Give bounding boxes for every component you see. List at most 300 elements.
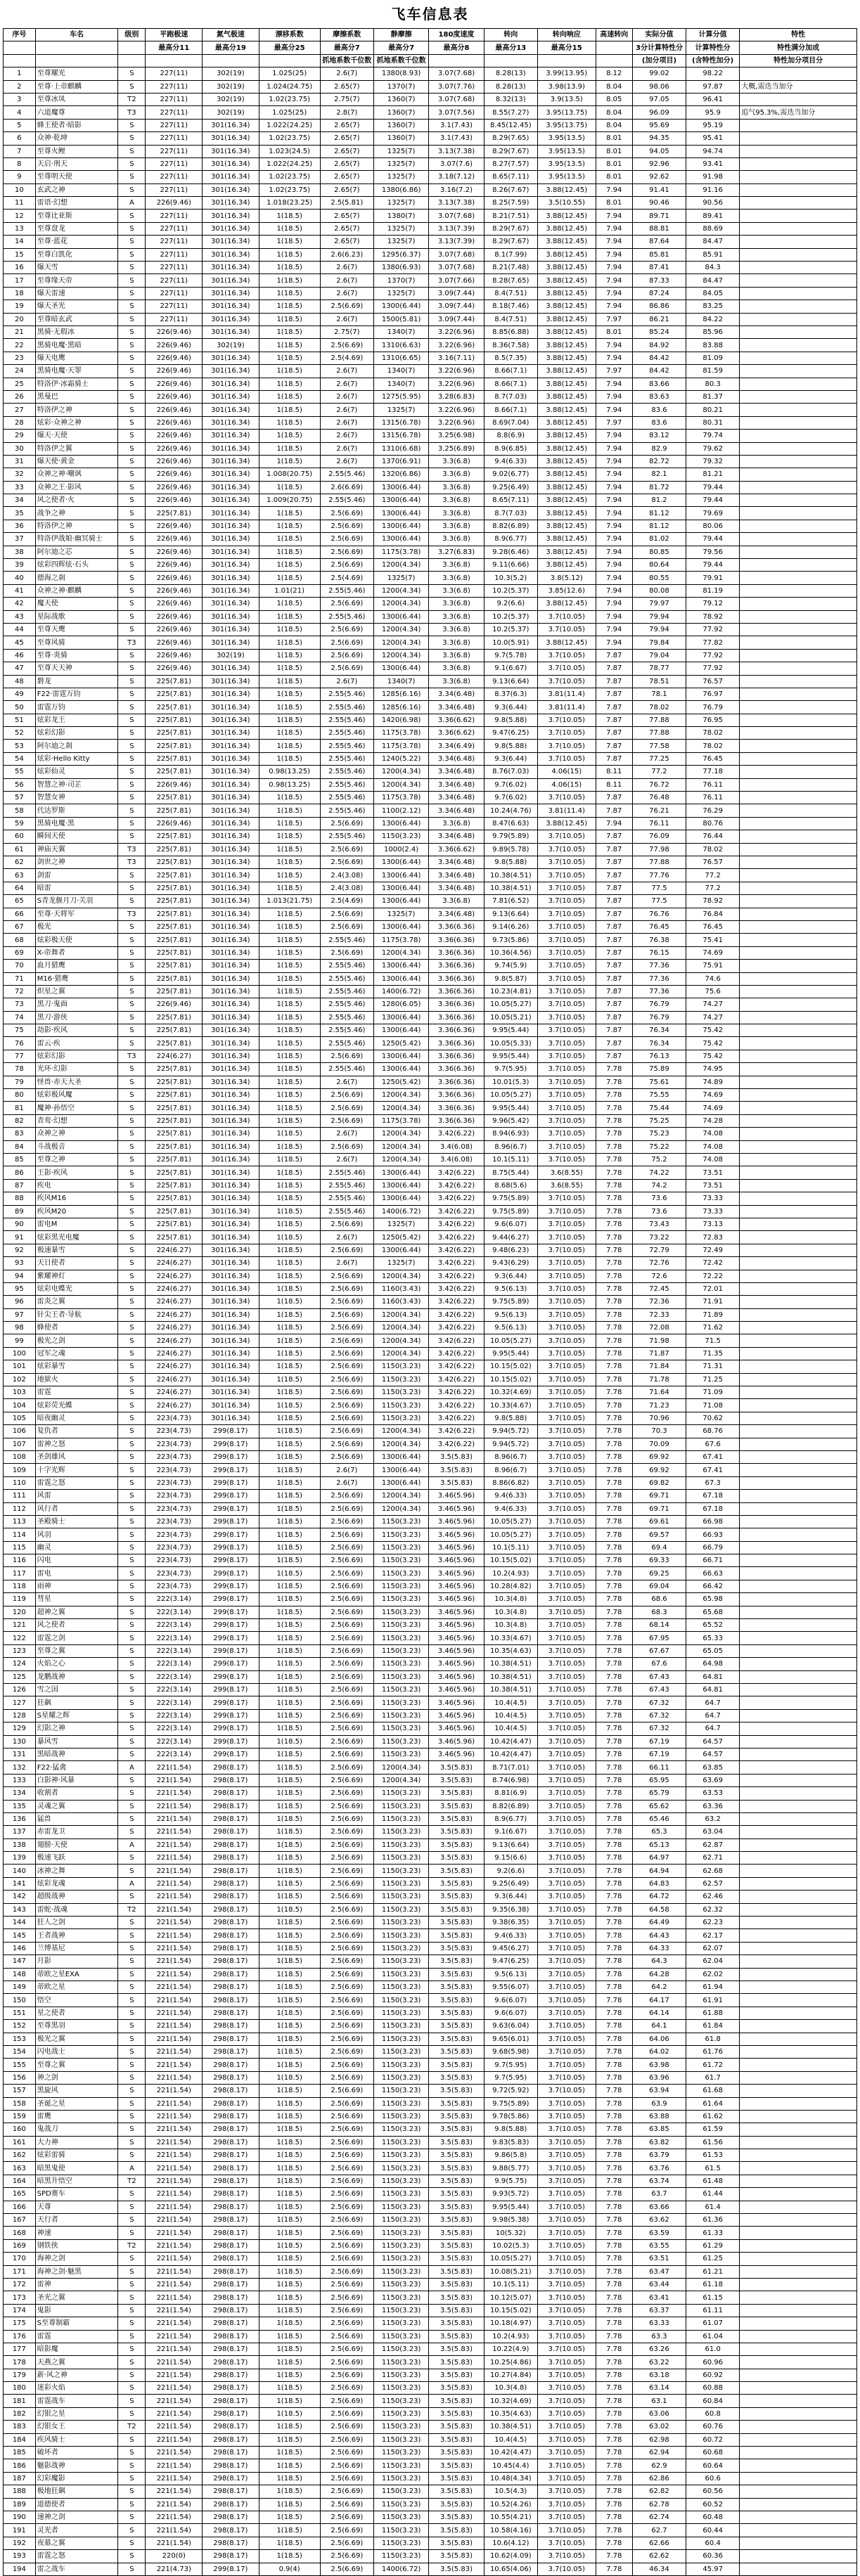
car-name-cell: 神庙天翼 bbox=[35, 843, 118, 856]
table-cell: 3.88(12.45) bbox=[537, 546, 596, 558]
table-cell: 2.5(6.69) bbox=[320, 2265, 373, 2278]
table-cell: 166 bbox=[4, 2201, 36, 2213]
table-cell: 8.85(6.88) bbox=[484, 326, 537, 338]
table-cell: 189 bbox=[4, 2498, 36, 2511]
table-cell: 1(18.5) bbox=[259, 610, 320, 623]
table-cell: 3.36(6.62) bbox=[429, 727, 484, 740]
column-header: 抓地系数千位数 bbox=[373, 54, 428, 67]
table-cell: 3.5(5.83) bbox=[429, 1464, 484, 1476]
table-cell: 1(18.5) bbox=[259, 908, 320, 920]
table-cell: 3.81(11.4) bbox=[537, 804, 596, 817]
table-cell: 1150(3.23) bbox=[373, 2485, 428, 2498]
table-cell: 75.25 bbox=[632, 1114, 686, 1127]
table-cell: 3.3(6.8) bbox=[429, 455, 484, 468]
table-cell: 2.5(6.69) bbox=[320, 1981, 373, 1993]
car-name-cell: 彗星 bbox=[35, 1593, 118, 1606]
table-cell: 1000(2.4) bbox=[373, 843, 428, 856]
feature-cell bbox=[740, 248, 857, 261]
table-cell: 90.46 bbox=[632, 197, 686, 210]
table-cell: 1150(3.23) bbox=[373, 1360, 428, 1373]
table-row bbox=[4, 132, 857, 145]
table-cell: 3.7(10.05) bbox=[537, 1891, 596, 1903]
table-cell: S bbox=[118, 1515, 146, 1528]
table-cell: 1150(3.23) bbox=[373, 2136, 428, 2149]
table-row bbox=[4, 1205, 857, 1218]
table-cell: S bbox=[118, 2278, 146, 2291]
table-cell: 301(16.34) bbox=[203, 1386, 259, 1399]
table-cell: 221(1.54) bbox=[146, 1981, 203, 1993]
table-cell: 3.88(12.45) bbox=[537, 262, 596, 274]
table-cell: 10.24(4.76) bbox=[484, 804, 537, 817]
table-cell: S bbox=[118, 1218, 146, 1230]
table-cell: 0.9(4) bbox=[259, 2563, 320, 2575]
table-cell: 1(18.5) bbox=[259, 1877, 320, 1890]
car-name-cell: 雷蛇·战魂 bbox=[35, 1903, 118, 1916]
table-cell: 146 bbox=[4, 1942, 36, 1954]
table-cell: 3.88(12.45) bbox=[537, 313, 596, 326]
table-row bbox=[4, 1877, 857, 1890]
table-cell: 2.5(6.69) bbox=[320, 1102, 373, 1114]
table-cell: 19 bbox=[4, 300, 36, 313]
table-cell: 3.5(5.83) bbox=[429, 1787, 484, 1800]
table-cell: S bbox=[118, 1412, 146, 1424]
table-cell: 2.5(6.69) bbox=[320, 507, 373, 520]
table-cell: 2.55(5.46) bbox=[320, 792, 373, 804]
table-cell: 221(1.54) bbox=[146, 2395, 203, 2407]
table-cell: 75.23 bbox=[632, 1128, 686, 1140]
table-cell: 221(1.54) bbox=[146, 1852, 203, 1865]
table-cell: S bbox=[118, 2433, 146, 2446]
table-cell: 299(8.17) bbox=[203, 2563, 259, 2575]
table-cell: 222(3.14) bbox=[146, 1709, 203, 1722]
table-cell: 1200(4.34) bbox=[373, 584, 428, 597]
table-cell: 7.78 bbox=[596, 1192, 632, 1205]
table-cell: 7.78 bbox=[596, 1476, 632, 1489]
table-cell: 67.3 bbox=[686, 1476, 740, 1489]
table-cell: 2.5(6.69) bbox=[320, 2227, 373, 2239]
table-row bbox=[4, 2059, 857, 2071]
table-cell: 8.82(6.89) bbox=[484, 520, 537, 532]
table-cell: 298(8.17) bbox=[203, 2162, 259, 2175]
table-cell: 299(8.17) bbox=[203, 1632, 259, 1644]
table-cell: 63.69 bbox=[686, 1774, 740, 1786]
table-cell: 7.78 bbox=[596, 1968, 632, 1981]
table-cell: 225(7.81) bbox=[146, 856, 203, 869]
table-cell: 301(16.34) bbox=[203, 274, 259, 287]
table-cell: 301(16.34) bbox=[203, 430, 259, 442]
table-row bbox=[4, 2188, 857, 2201]
table-cell: 67.43 bbox=[632, 1684, 686, 1696]
table-cell: 158 bbox=[4, 2097, 36, 2110]
table-cell: S bbox=[118, 1373, 146, 1386]
table-cell: 1(18.5) bbox=[259, 1011, 320, 1024]
table-cell: 7.78 bbox=[596, 1684, 632, 1696]
table-cell: 221(1.54) bbox=[146, 2511, 203, 2524]
table-cell: 3.7(10.05) bbox=[537, 1826, 596, 1838]
table-cell: 301(16.34) bbox=[203, 1153, 259, 1166]
car-name-cell: 至尊·天将军 bbox=[35, 908, 118, 920]
table-cell: 30 bbox=[4, 442, 36, 455]
table-cell: 1(18.5) bbox=[259, 2291, 320, 2304]
table-cell: 3.5(5.83) bbox=[429, 1838, 484, 1851]
table-cell: 301(16.34) bbox=[203, 287, 259, 300]
table-cell: 188 bbox=[4, 2485, 36, 2498]
column-header bbox=[429, 54, 484, 67]
table-cell: 64.83 bbox=[632, 1877, 686, 1890]
table-cell: 301(16.34) bbox=[203, 1128, 259, 1140]
table-cell: 84.42 bbox=[632, 365, 686, 378]
table-row bbox=[4, 106, 857, 119]
table-cell: 9.4(6.33) bbox=[484, 1502, 537, 1515]
table-cell: 1(18.5) bbox=[259, 1347, 320, 1360]
table-cell: 92.96 bbox=[632, 157, 686, 170]
table-cell: S bbox=[118, 2123, 146, 2136]
table-cell: 22 bbox=[4, 339, 36, 352]
table-cell: 3.3(6.8) bbox=[429, 598, 484, 610]
table-cell: 79.12 bbox=[686, 598, 740, 610]
table-cell: 79.44 bbox=[686, 559, 740, 572]
table-cell: 10.38(4.51) bbox=[484, 1658, 537, 1670]
table-cell: 84.42 bbox=[632, 352, 686, 364]
table-cell: 72.42 bbox=[686, 1257, 740, 1270]
table-row bbox=[4, 1528, 857, 1541]
table-cell: 7.78 bbox=[596, 1838, 632, 1851]
table-cell: 1360(7) bbox=[373, 93, 428, 105]
table-cell: 225(7.81) bbox=[146, 701, 203, 714]
table-cell: 220(0) bbox=[146, 2550, 203, 2563]
table-cell: 102 bbox=[4, 1373, 36, 1386]
table-cell: 74.89 bbox=[686, 1076, 740, 1088]
table-cell: 227(11) bbox=[146, 183, 203, 196]
table-cell: 2.5(6.69) bbox=[320, 2278, 373, 2291]
table-cell: 221(1.54) bbox=[146, 2317, 203, 2330]
table-cell: 7.78 bbox=[596, 1282, 632, 1295]
table-cell: 3.3(6.8) bbox=[429, 675, 484, 688]
table-cell: S bbox=[118, 1644, 146, 1657]
table-cell: 80.06 bbox=[686, 520, 740, 532]
table-cell: 2.75(7) bbox=[320, 326, 373, 338]
feature-cell bbox=[740, 378, 857, 390]
table-cell: 1150(3.23) bbox=[373, 2304, 428, 2317]
table-cell: 7.87 bbox=[596, 752, 632, 765]
table-cell: 2.5(6.69) bbox=[320, 636, 373, 649]
table-cell: 7.78 bbox=[596, 1360, 632, 1373]
car-name-cell: 雷神之怒 bbox=[35, 1438, 118, 1450]
table-cell: 164 bbox=[4, 2175, 36, 2187]
table-cell: 1200(4.34) bbox=[373, 766, 428, 778]
car-name-cell: 幻银之星 bbox=[35, 2407, 118, 2420]
table-cell: 63.37 bbox=[632, 2304, 686, 2317]
table-cell: 227(11) bbox=[146, 236, 203, 248]
table-cell: 1150(3.23) bbox=[373, 1826, 428, 1838]
table-cell: 1(18.5) bbox=[259, 1787, 320, 1800]
table-cell: 301(16.34) bbox=[203, 1166, 259, 1179]
table-cell: 152 bbox=[4, 2020, 36, 2033]
table-cell: 226(9.46) bbox=[146, 817, 203, 830]
table-cell: 7.78 bbox=[596, 1399, 632, 1412]
table-cell: 1200(4.34) bbox=[373, 1140, 428, 1153]
table-cell: 63.53 bbox=[686, 1787, 740, 1800]
table-cell: 301(16.34) bbox=[203, 623, 259, 636]
table-cell: 77.2 bbox=[686, 882, 740, 894]
table-cell: 3.7(10.05) bbox=[537, 623, 596, 636]
car-name-cell: 至尊之翼 bbox=[35, 1644, 118, 1657]
column-header bbox=[35, 41, 118, 54]
table-cell: 1(18.5) bbox=[259, 1114, 320, 1127]
table-cell: 301(16.34) bbox=[203, 1024, 259, 1037]
table-cell: 2.5(6.69) bbox=[320, 1244, 373, 1256]
feature-cell bbox=[740, 1153, 857, 1166]
car-name-cell: 暗影魔 bbox=[35, 2343, 118, 2355]
car-name-cell: 天行者 bbox=[35, 2214, 118, 2227]
table-cell: 71.23 bbox=[632, 1399, 686, 1412]
table-cell: 298(8.17) bbox=[203, 1903, 259, 1916]
table-cell: 118 bbox=[4, 1580, 36, 1592]
table-cell: 3.22(6.96) bbox=[429, 326, 484, 338]
table-cell: 7.87 bbox=[596, 869, 632, 882]
feature-cell bbox=[740, 649, 857, 662]
table-cell: 298(8.17) bbox=[203, 2253, 259, 2265]
table-cell: S bbox=[118, 623, 146, 636]
car-name-cell: 魅影战神 bbox=[35, 2459, 118, 2472]
table-cell: 301(16.34) bbox=[203, 882, 259, 894]
table-cell: 39 bbox=[4, 559, 36, 572]
table-cell: 2.6(7) bbox=[320, 262, 373, 274]
table-cell: 3.09(7.44) bbox=[429, 287, 484, 300]
feature-cell bbox=[740, 494, 857, 507]
table-cell: 224(6.27) bbox=[146, 1296, 203, 1308]
table-cell: 63.66 bbox=[632, 2201, 686, 2213]
column-header bbox=[537, 54, 596, 67]
table-cell: 61.15 bbox=[686, 2291, 740, 2304]
table-cell: S bbox=[118, 1024, 146, 1037]
car-name-cell: 至尊盘龙 bbox=[35, 222, 118, 235]
table-cell: 157 bbox=[4, 2085, 36, 2097]
table-cell: 80.64 bbox=[632, 559, 686, 572]
car-name-cell: 炽星之翼 bbox=[35, 985, 118, 998]
table-cell: 2.5(6.69) bbox=[320, 1903, 373, 1916]
table-cell: 63.02 bbox=[632, 2421, 686, 2433]
table-cell: 65.79 bbox=[632, 1787, 686, 1800]
table-cell: 7.78 bbox=[596, 1981, 632, 1993]
table-cell: S bbox=[118, 1748, 146, 1760]
car-name-cell: 斗战极音 bbox=[35, 1140, 118, 1153]
table-cell: 1150(3.23) bbox=[373, 2239, 428, 2252]
car-name-cell: 炫彩荧光蝶 bbox=[35, 1399, 118, 1412]
table-cell: 2.55(5.46) bbox=[320, 584, 373, 597]
table-cell: 1.025(25) bbox=[259, 106, 320, 119]
table-cell: 299(8.17) bbox=[203, 1515, 259, 1528]
table-row bbox=[4, 882, 857, 894]
table-row bbox=[4, 416, 857, 429]
table-cell: 82.9 bbox=[632, 442, 686, 455]
table-cell: 221(1.54) bbox=[146, 2304, 203, 2317]
table-cell: 9.4(6.33) bbox=[484, 1490, 537, 1502]
table-row bbox=[4, 2162, 857, 2175]
table-cell: 1150(3.23) bbox=[373, 2498, 428, 2511]
table-cell: 3.7(10.05) bbox=[537, 1205, 596, 1218]
table-cell: S bbox=[118, 222, 146, 235]
car-name-cell: 炫彩·Hello Kitty bbox=[35, 752, 118, 765]
table-cell: 3.3(6.8) bbox=[429, 895, 484, 908]
table-row bbox=[4, 2550, 857, 2563]
table-cell: 7.78 bbox=[596, 1942, 632, 1954]
table-cell: 7.94 bbox=[596, 430, 632, 442]
table-cell: 80 bbox=[4, 1089, 36, 1102]
table-cell: 10.3(4.8) bbox=[484, 2382, 537, 2395]
table-cell: 79.69 bbox=[686, 507, 740, 520]
table-cell: 75.61 bbox=[632, 1076, 686, 1088]
car-name-cell: 灵光者 bbox=[35, 2524, 118, 2537]
table-cell: 2.5(6.69) bbox=[320, 1412, 373, 1424]
table-row bbox=[4, 675, 857, 688]
table-cell: 63.47 bbox=[632, 2265, 686, 2278]
table-cell: 182 bbox=[4, 2407, 36, 2420]
table-cell: 77.98 bbox=[632, 843, 686, 856]
table-cell: 2.5(6.69) bbox=[320, 339, 373, 352]
table-cell: 106 bbox=[4, 1425, 36, 1438]
table-cell: 1(18.5) bbox=[259, 2239, 320, 2252]
table-row bbox=[4, 145, 857, 157]
table-cell: 2.55(5.46) bbox=[320, 494, 373, 507]
table-cell: 8.9(6.77) bbox=[484, 1812, 537, 1825]
table-cell: 302(19) bbox=[203, 339, 259, 352]
table-cell: 10.33(4.67) bbox=[484, 1632, 537, 1644]
table-cell: 10.5(4.3) bbox=[484, 2485, 537, 2498]
table-cell: 2.5(6.69) bbox=[320, 1322, 373, 1334]
feature-cell bbox=[740, 1308, 857, 1321]
table-cell: 3.16(7.11) bbox=[429, 352, 484, 364]
table-cell: 1300(6.44) bbox=[373, 1179, 428, 1192]
table-cell: 93 bbox=[4, 1257, 36, 1270]
table-cell: S bbox=[118, 1942, 146, 1954]
table-cell: 226(9.46) bbox=[146, 430, 203, 442]
table-cell: 1(18.5) bbox=[259, 2110, 320, 2123]
table-cell: 66.42 bbox=[686, 1580, 740, 1592]
feature-cell bbox=[740, 171, 857, 183]
table-cell: 3.5(5.83) bbox=[429, 2045, 484, 2058]
table-cell: 72.79 bbox=[632, 1244, 686, 1256]
table-cell: 1300(6.44) bbox=[373, 1050, 428, 1062]
feature-cell bbox=[740, 1218, 857, 1230]
feature-cell bbox=[740, 817, 857, 830]
table-row bbox=[4, 1490, 857, 1502]
table-cell: 7.78 bbox=[596, 1450, 632, 1463]
table-cell: 61.59 bbox=[686, 2123, 740, 2136]
table-cell: 3.5(5.83) bbox=[429, 1826, 484, 1838]
feature-cell bbox=[740, 1917, 857, 1929]
table-cell: 299(8.17) bbox=[203, 1684, 259, 1696]
table-row bbox=[4, 610, 857, 623]
table-cell: 301(16.34) bbox=[203, 300, 259, 313]
table-cell: 1(18.5) bbox=[259, 2045, 320, 2058]
table-cell: 71.78 bbox=[632, 1373, 686, 1386]
table-cell: 3.7(10.05) bbox=[537, 1800, 596, 1812]
table-cell: 1(18.5) bbox=[259, 1308, 320, 1321]
table-cell: 131 bbox=[4, 1748, 36, 1760]
table-cell: 66.11 bbox=[632, 1761, 686, 1774]
table-cell: 301(16.34) bbox=[203, 1102, 259, 1114]
table-cell: 46.34 bbox=[632, 2563, 686, 2575]
table-cell: 2.5(6.69) bbox=[320, 2201, 373, 2213]
table-cell: 0.98(13.25) bbox=[259, 766, 320, 778]
table-cell: 1(18.5) bbox=[259, 2071, 320, 2084]
car-name-cell: 极地狂飙 bbox=[35, 2485, 118, 2498]
table-cell: 7.78 bbox=[596, 1412, 632, 1424]
table-cell: 7.78 bbox=[596, 1619, 632, 1632]
table-cell: S bbox=[118, 2356, 146, 2369]
table-cell: 1340(7) bbox=[373, 378, 428, 390]
table-cell: 10.1(5.11) bbox=[484, 2278, 537, 2291]
table-cell: 7.78 bbox=[596, 2201, 632, 2213]
table-cell: 5 bbox=[4, 119, 36, 131]
table-cell: 221(1.54) bbox=[146, 2007, 203, 2019]
table-cell: 1200(4.34) bbox=[373, 1334, 428, 1347]
table-cell: T2 bbox=[118, 93, 146, 105]
table-row bbox=[4, 352, 857, 364]
table-cell: 63.79 bbox=[632, 2149, 686, 2162]
table-cell: 38 bbox=[4, 546, 36, 558]
table-cell: 8.18(7.46) bbox=[484, 300, 537, 313]
feature-cell bbox=[740, 1942, 857, 1954]
table-cell: 62 bbox=[4, 856, 36, 869]
table-cell: 2.65(7) bbox=[320, 145, 373, 157]
table-cell: 1160(3.43) bbox=[373, 1282, 428, 1295]
table-cell: 227(11) bbox=[146, 287, 203, 300]
table-cell: 1(18.5) bbox=[259, 2175, 320, 2187]
table-cell: 2.5(6.69) bbox=[320, 1877, 373, 1890]
table-cell: 2.5(6.69) bbox=[320, 1735, 373, 1748]
feature-cell bbox=[740, 326, 857, 338]
table-cell: S bbox=[118, 598, 146, 610]
car-name-cell: 青鸾·幻想 bbox=[35, 1114, 118, 1127]
table-cell: 3.7(10.05) bbox=[537, 1308, 596, 1321]
table-cell: S bbox=[118, 792, 146, 804]
table-cell: 3.7(10.05) bbox=[537, 1102, 596, 1114]
table-cell: 301(16.34) bbox=[203, 1282, 259, 1295]
table-cell: 299(8.17) bbox=[203, 1670, 259, 1683]
table-cell: 3.5(5.83) bbox=[429, 2330, 484, 2343]
table-cell: 1420(6.98) bbox=[373, 714, 428, 726]
table-cell: 3.88(12.45) bbox=[537, 236, 596, 248]
car-name-cell: 超神之翼 bbox=[35, 1606, 118, 1618]
table-cell: 7.78 bbox=[596, 2188, 632, 2201]
table-cell: 79.44 bbox=[686, 481, 740, 494]
table-row bbox=[4, 1852, 857, 1865]
table-cell: 3.7(10.05) bbox=[537, 1787, 596, 1800]
table-cell: 1(18.5) bbox=[259, 390, 320, 403]
table-cell: S bbox=[118, 1580, 146, 1592]
table-cell: 3.7(10.05) bbox=[537, 714, 596, 726]
table-cell: 126 bbox=[4, 1684, 36, 1696]
table-cell: 7.78 bbox=[596, 1891, 632, 1903]
table-cell: 3.7(10.05) bbox=[537, 946, 596, 959]
table-cell: 168 bbox=[4, 2227, 36, 2239]
table-cell: 84.47 bbox=[686, 236, 740, 248]
table-cell: 1(18.5) bbox=[259, 1684, 320, 1696]
table-cell: 2.55(5.46) bbox=[320, 804, 373, 817]
table-cell: 7.78 bbox=[596, 1696, 632, 1709]
table-cell: 62.78 bbox=[632, 2498, 686, 2511]
table-cell: S bbox=[118, 183, 146, 196]
table-cell: 301(16.34) bbox=[203, 546, 259, 558]
table-row bbox=[4, 2369, 857, 2381]
table-cell: 301(16.34) bbox=[203, 778, 259, 791]
table-cell: A bbox=[118, 1838, 146, 1851]
car-name-cell: 雷霆战车 bbox=[35, 2395, 118, 2407]
table-cell: 298(8.17) bbox=[203, 2033, 259, 2045]
table-cell: 1150(3.23) bbox=[373, 1670, 428, 1683]
